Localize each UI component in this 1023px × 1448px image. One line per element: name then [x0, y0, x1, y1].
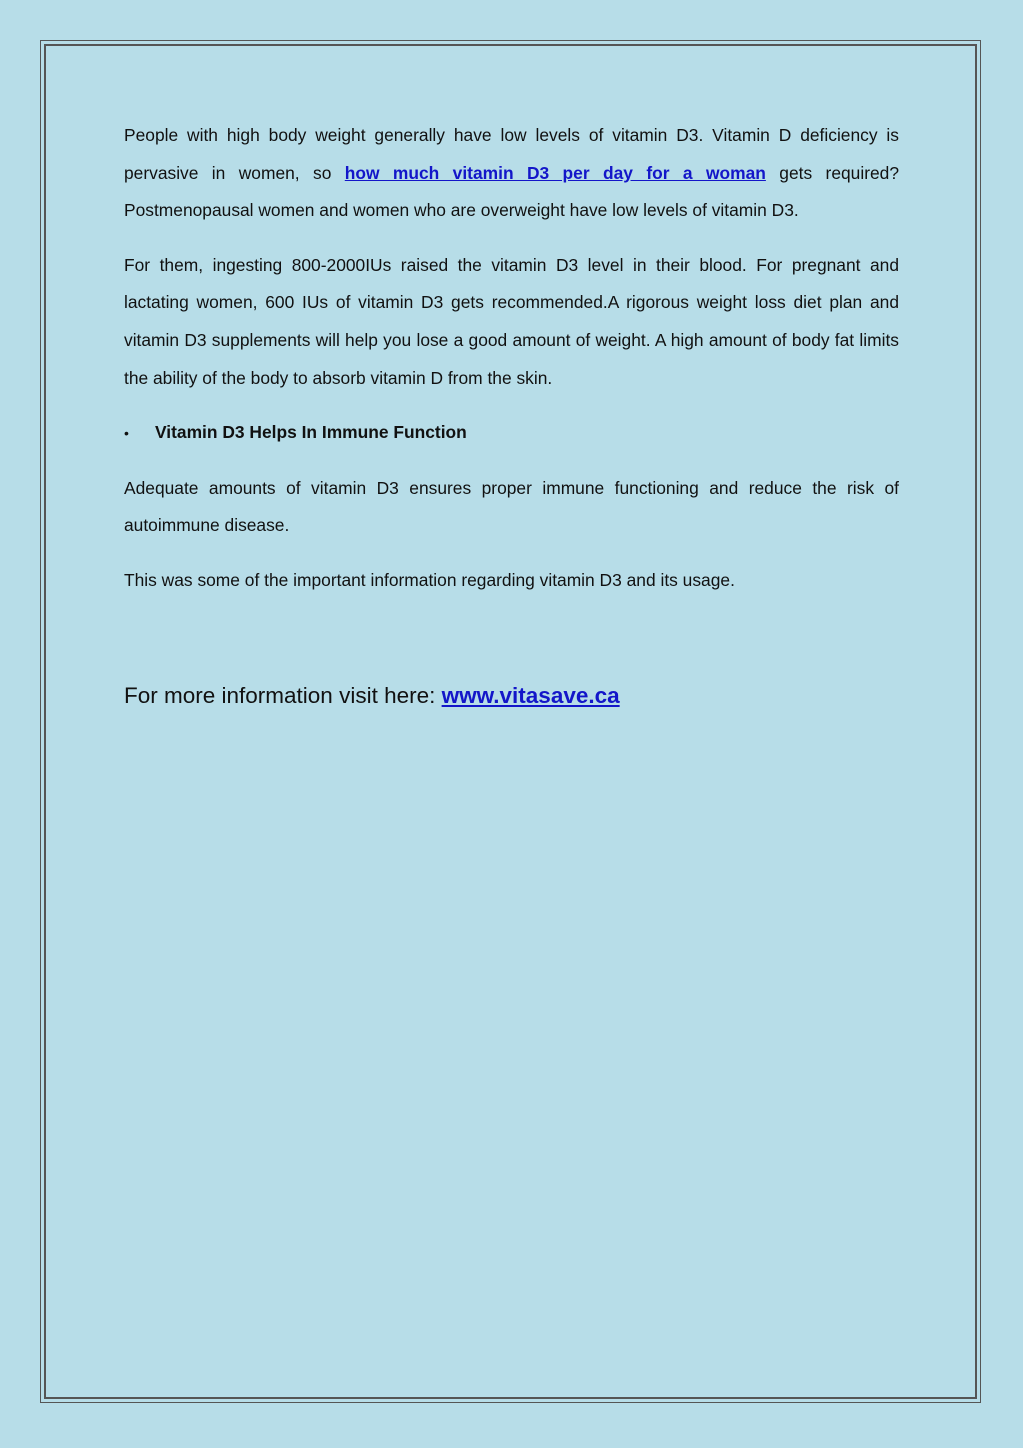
more-info-line	[124, 678, 620, 714]
paragraph-summary: This was some of the important information regarding vitamin D3 and its usage.	[124, 569, 735, 590]
paragraph-vitamin-d-deficiency	[124, 117, 899, 230]
vitasave-link[interactable]: www.vitasave.ca	[441, 683, 620, 708]
paragraph1-text-after: gets required? Postmenopausal women and women who are overweight have low levels of vitamin D3.	[124, 162, 900, 221]
bullet-icon: •	[124, 425, 129, 442]
bullet-heading: Vitamin D3 Helps In Immune Function	[155, 422, 467, 443]
paragraph1-text-before: People with high body weight generally have low levels of vitamin D3. Vitamin D deficiency is pervasive in women, so	[124, 125, 899, 183]
paragraph-immune: Adequate amounts of vitamin D3 ensures proper immune functioning and reduce the risk of autoimmune disease.	[124, 477, 899, 536]
more-info-label: For more information visit here:	[124, 683, 442, 708]
vitamin-d3-per-day-link[interactable]: how much vitamin D3 per day for a woman	[344, 162, 766, 183]
paragraph-dosage: For them, ingesting 800-2000IUs raised the vitamin D3 level in their blood. For pregnant and lactating women, 600 IUs of vitamin D3 gets recommended.A rigorous weight loss diet plan and vitamin D3 supplements will help you lose a good amount of weight. A high amount of body fat limits the ability of the body to absorb vitamin D from the skin.	[124, 254, 899, 388]
bullet-item	[124, 414, 899, 453]
document-body	[124, 117, 899, 617]
